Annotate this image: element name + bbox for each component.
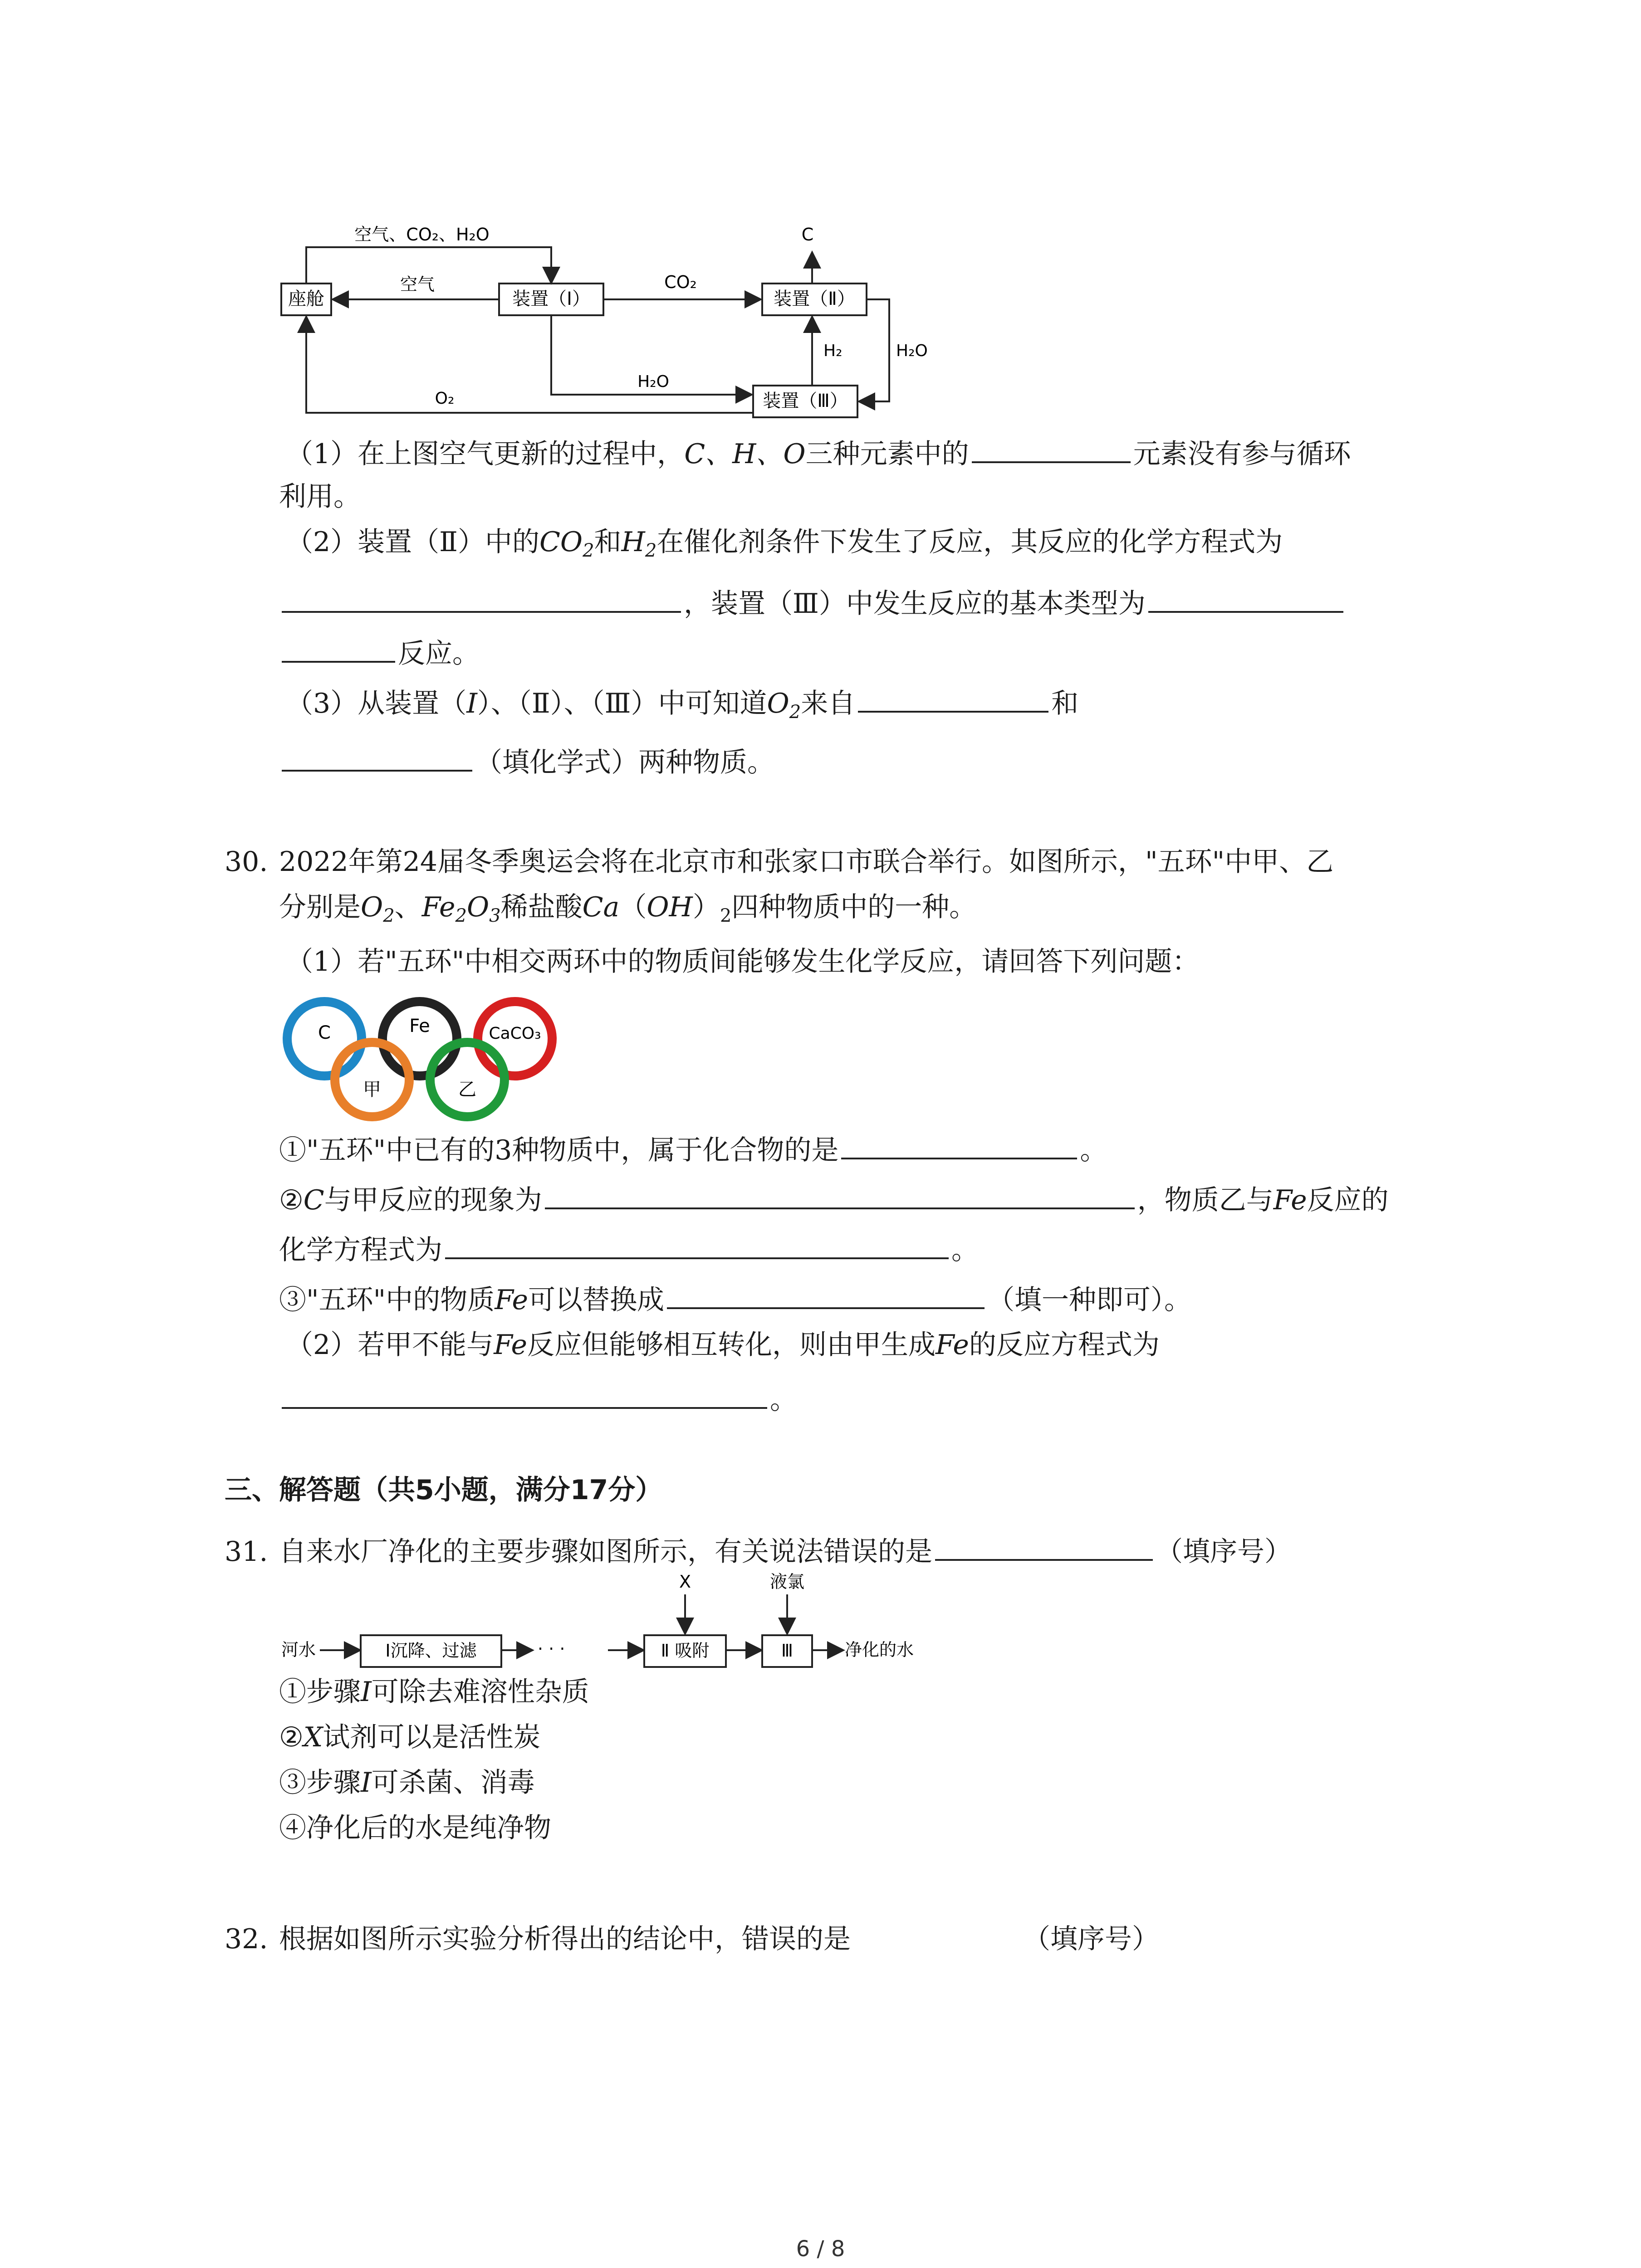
- dots-label: · · ·: [538, 1639, 565, 1659]
- water-purification-diagram: [272, 1569, 962, 1683]
- q31-stem: 31. 自来水厂净化的主要步骤如图所示，有关说法错误的是 （填序号）: [225, 1531, 1292, 1570]
- chlorine-label: 液氯: [769, 1572, 805, 1592]
- air-cycle-diagram: [272, 213, 953, 422]
- ring-black: [382, 1002, 457, 1076]
- h2-label: H₂: [823, 342, 843, 360]
- air-label: 空气: [400, 274, 435, 294]
- q30-blank-equation[interactable]: [445, 1229, 949, 1259]
- q29-blank-equation[interactable]: [282, 583, 681, 613]
- five-rings-figure: [279, 993, 569, 1129]
- q32-stem: 32. 根据如图所示实验分析得出的结论中，错误的是 （填序号）: [225, 1923, 1159, 1955]
- ring-yi-label: 乙: [458, 1079, 476, 1100]
- step3-label: Ⅲ: [781, 1641, 794, 1661]
- x-label: X: [679, 1572, 691, 1592]
- q31-option1: ①步骤I可除去难溶性杂质: [279, 1676, 589, 1708]
- q30-part1: （1）若"五环"中相交两环中的物质间能够发生化学反应，请回答下列问题：: [286, 946, 1200, 978]
- q29-blank-source2[interactable]: [282, 742, 472, 772]
- output-label: 净化的水: [845, 1640, 914, 1660]
- q30-blank-compound[interactable]: [841, 1129, 1077, 1159]
- h2o-mid-label: H₂O: [637, 372, 669, 391]
- q29-blank-element[interactable]: [972, 433, 1131, 463]
- step1-label: Ⅰ沉降、过滤: [385, 1641, 477, 1661]
- q30-blank-replace[interactable]: [667, 1279, 985, 1309]
- q29-part3-line2: （填化学式）两种物质。: [279, 742, 774, 781]
- q29-part2-line3: 反应。: [279, 633, 480, 672]
- q31-option3: ③步骤I可杀菌、消毒: [279, 1767, 535, 1799]
- h2o-right-label: H₂O: [896, 342, 928, 360]
- device2-label: 装置（Ⅱ）: [774, 288, 855, 309]
- q30-line1: 30. 2022年第24届冬季奥运会将在北京市和张家口市联合举行。如图所示，"五环"中甲、乙: [225, 846, 1334, 878]
- q30-sub1: ①"五环"中已有的3种物质中，属于化合物的是 。: [279, 1129, 1107, 1168]
- q29-blank-type[interactable]: [1148, 583, 1343, 613]
- q29-part2-line1: （2）装置（Ⅱ）中的$CO_2$和$H_2$在催化剂条件下发生了反应，其反应的化学方程式为: [286, 526, 1283, 561]
- q29-part2-line2: ，装置（Ⅲ）中发生反应的基本类型为: [279, 583, 1346, 622]
- page-number: 6 / 8: [796, 2236, 845, 2262]
- ring-jia-label: 甲: [363, 1079, 381, 1100]
- q29-part1-line1: （1）在上图空气更新的过程中，C、H、O三种元素中的 元素没有参与循环: [286, 433, 1351, 472]
- section3-heading: 三、解答题（共5小题，满分17分）: [225, 1474, 663, 1506]
- river-label: 河水: [281, 1640, 316, 1660]
- q30-part2-line1: （2）若甲不能与Fe反应但能够相互转化，则由甲生成Fe的反应方程式为: [286, 1329, 1160, 1361]
- q29-blank-source1[interactable]: [858, 683, 1048, 713]
- q30-sub2-line2: 化学方程式为 。: [279, 1229, 979, 1268]
- o2-arrow: [306, 318, 753, 413]
- step2-label: Ⅱ 吸附: [661, 1641, 710, 1661]
- ring-fe-label: Fe: [409, 1016, 430, 1036]
- q30-line2: 分别是$O_2$、$Fe_2O_3$稀盐酸$Ca(OH)_2$四种物质中的一种。: [279, 891, 977, 926]
- q30-blank-reaction[interactable]: [282, 1379, 767, 1409]
- q30-blank-phenomenon[interactable]: [545, 1179, 1135, 1209]
- q29-blank-type-cont[interactable]: [282, 633, 395, 663]
- top-loop-label: 空气、CO₂、H₂O: [354, 225, 490, 244]
- ring-c-label: C: [318, 1022, 331, 1043]
- q30-sub3: ③"五环"中的物质Fe可以替换成 （填一种即可）。: [279, 1279, 1191, 1318]
- o2-label: O₂: [435, 389, 455, 408]
- q29-part1-line2: 利用。: [279, 481, 361, 513]
- device1-label: 装置（Ⅰ）: [512, 288, 590, 309]
- device3-label: 装置（Ⅲ）: [763, 391, 848, 411]
- ring-caco3-label: CaCO₃: [489, 1024, 541, 1043]
- q30-part2-line2: 。: [279, 1379, 797, 1418]
- q29-part3-line1: （3）从装置（I）、（Ⅱ）、（Ⅲ）中可知道$O_2$来自 和: [286, 683, 1078, 730]
- seat-label: 座舱: [288, 288, 324, 309]
- q30-sub2-line1: ②C与甲反应的现象为 ，物质乙与Fe反应的: [279, 1179, 1389, 1218]
- c-label: C: [801, 225, 814, 244]
- q31-option2: ②X试剂可以是活性炭: [279, 1721, 541, 1753]
- co2-label: CO₂: [664, 272, 697, 292]
- q31-option4: ④净化后的水是纯净物: [279, 1812, 551, 1844]
- q31-blank-answer[interactable]: [935, 1531, 1153, 1561]
